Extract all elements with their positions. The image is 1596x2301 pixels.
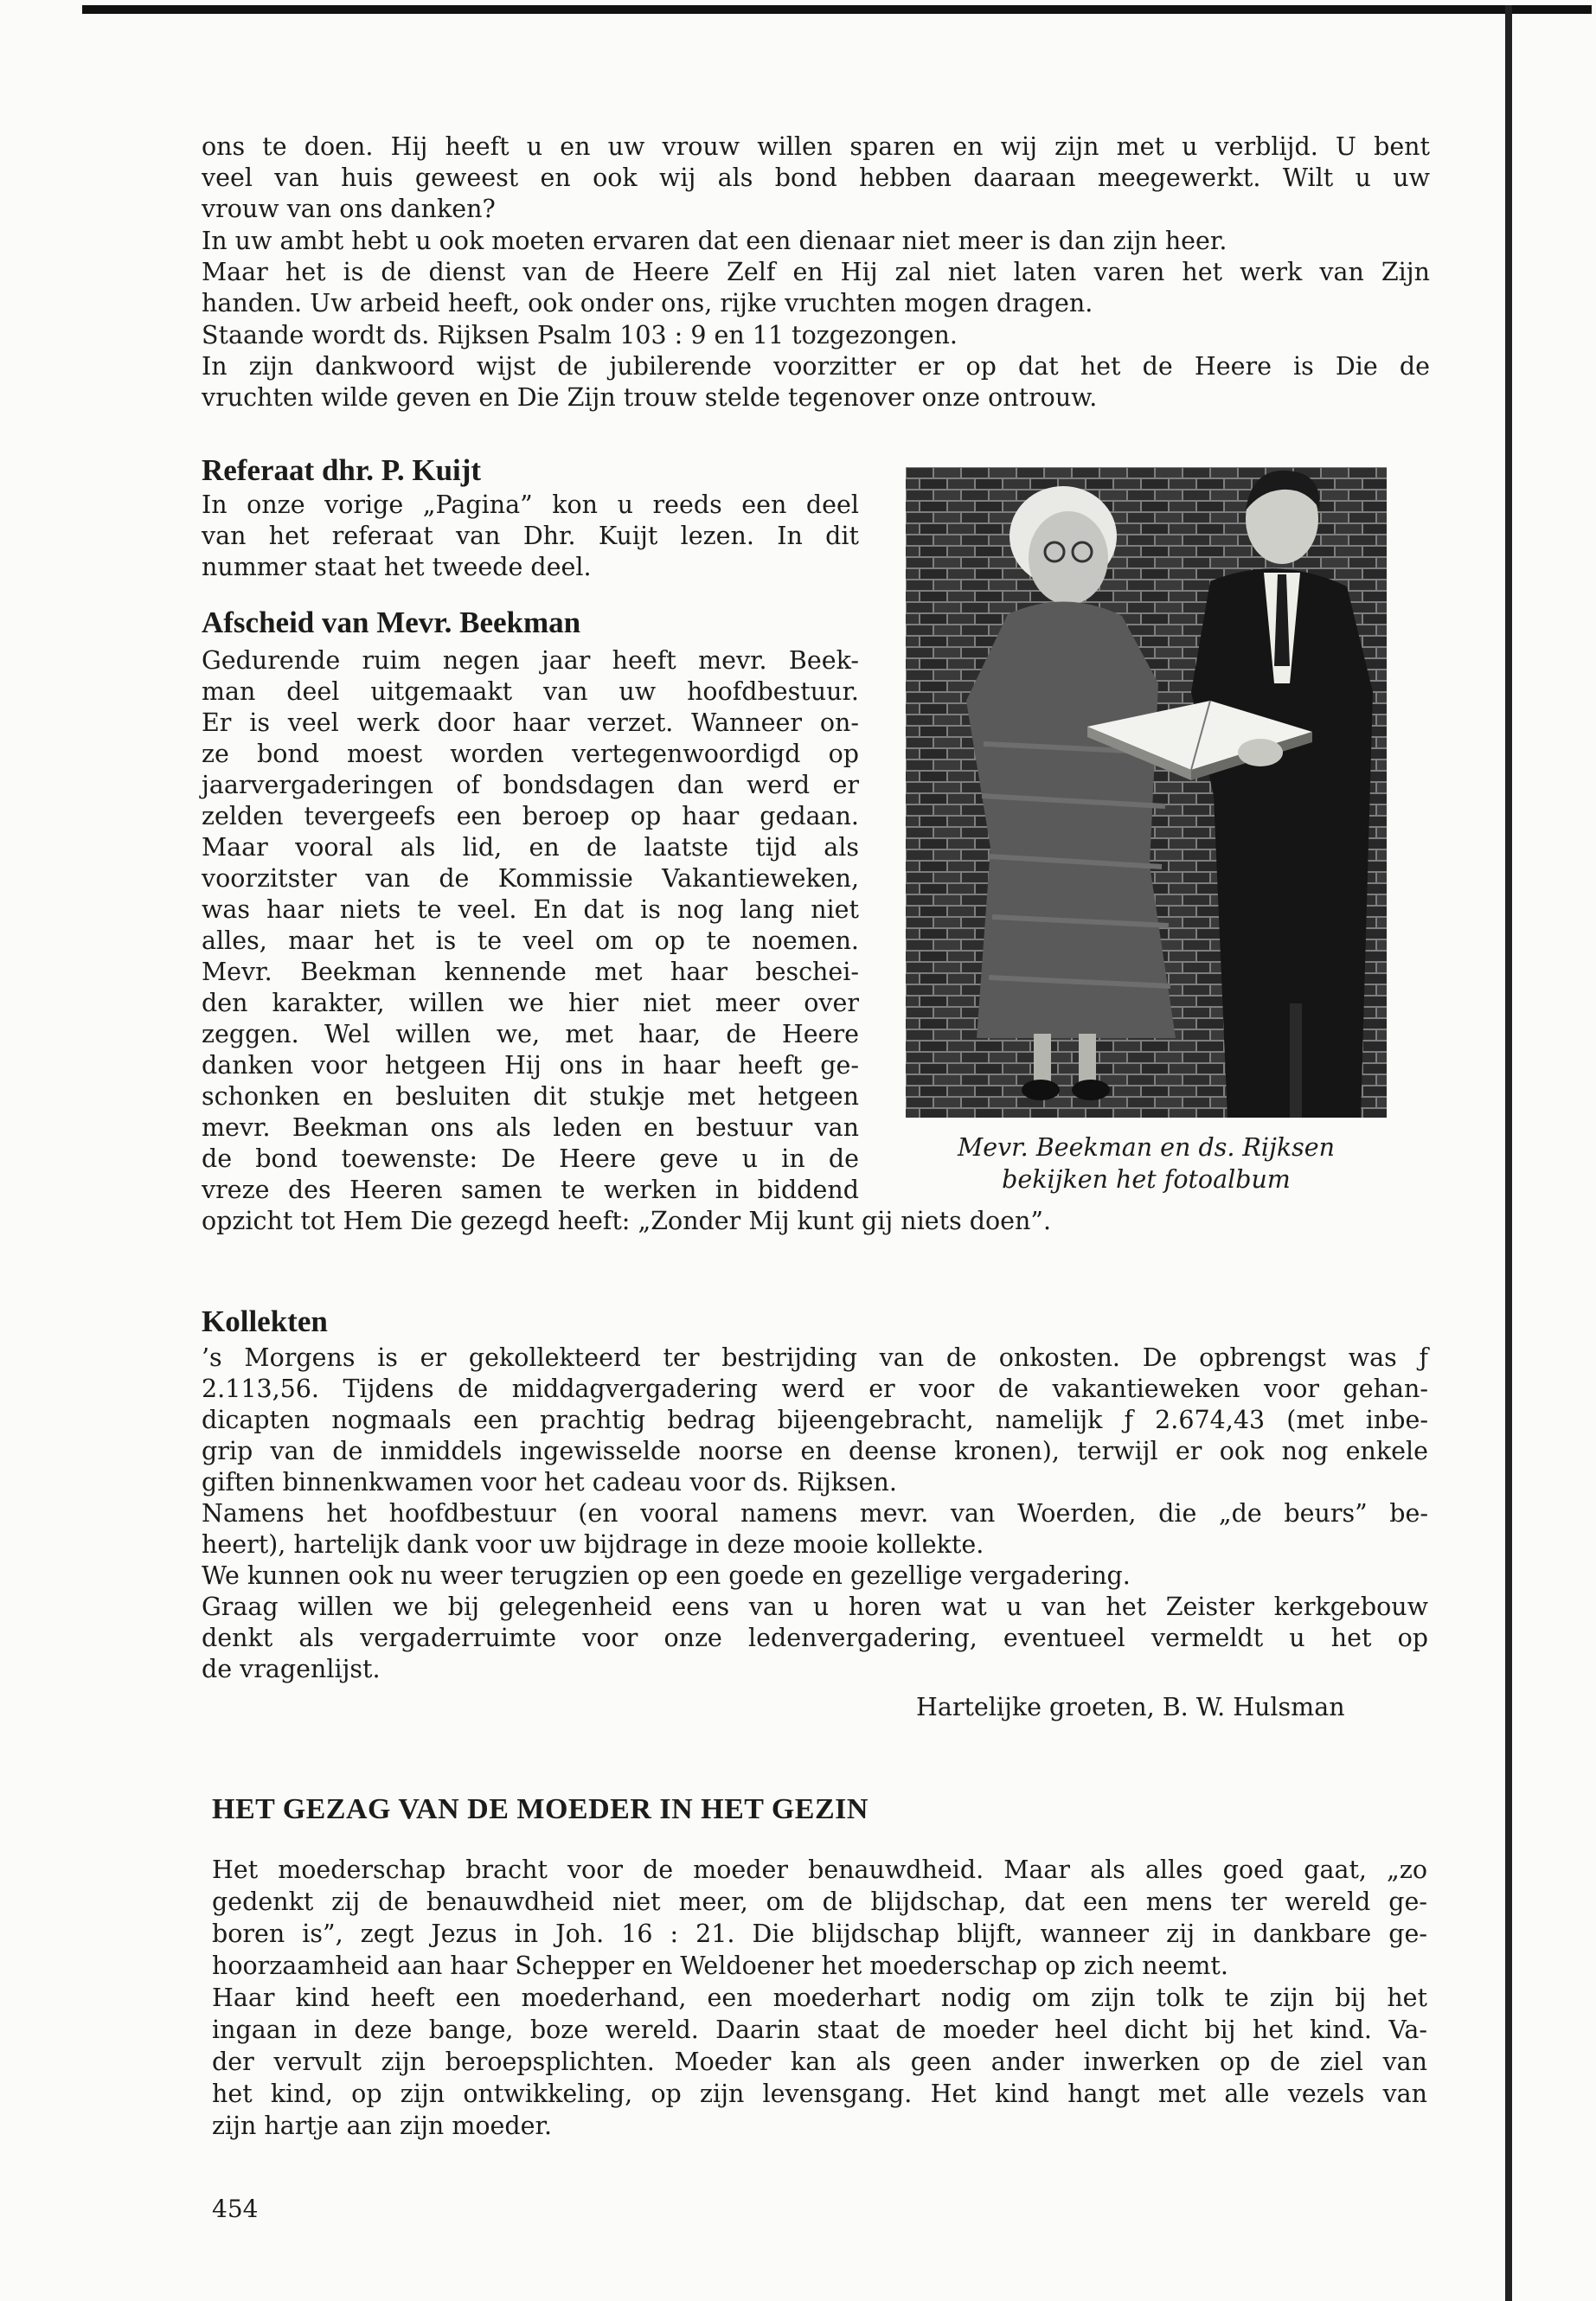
kollekten-line: grip van de inmiddels ingewisselde noorse en deense kronen), terwijl er ook nog enkele bbox=[202, 1437, 1428, 1465]
intro-line: Staande wordt ds. Rijksen Psalm 103 : 9 en 11 tozgezongen. bbox=[202, 321, 958, 349]
kollekten-line: Namens het hoofdbestuur (en vooral namens mevr. van Woerden, die „de beurs” be- bbox=[202, 1499, 1428, 1528]
kollekten-line: We kunnen ook nu weer terugzien op een goede en gezellige vergadering. bbox=[202, 1561, 1131, 1590]
intro-line: Maar het is de dienst van de Heere Zelf en Hij zal niet laten varen het werk van Zijn bbox=[202, 258, 1430, 286]
afscheid-line: mevr. Beekman ons als leden en bestuur van bbox=[202, 1113, 859, 1142]
referaat-line: In onze vorige „Pagina” kon u reeds een deel bbox=[202, 490, 859, 519]
gezag-line: Het moederschap bracht voor de moeder benauwdheid. Maar als alles goed gaat, „zo bbox=[212, 1856, 1427, 1884]
intro-line: ons te doen. Hij heeft u en uw vrouw willen sparen en wij zijn met u verblijd. U bent bbox=[202, 132, 1430, 161]
gezag-line: der vervult zijn beroepsplichten. Moeder kan als geen ander inwerken op de ziel van bbox=[212, 2048, 1427, 2076]
gezag-line: het kind, op zijn ontwikkeling, op zijn levensgang. Het kind hangt met alle vezels van bbox=[212, 2080, 1427, 2108]
intro-line: vrouw van ons danken? bbox=[202, 195, 496, 223]
page-number: 454 bbox=[212, 2195, 259, 2223]
gezag-line: boren is”, zegt Jezus in Joh. 16 : 21. Die blijdschap blijft, wanneer zij in dankbare ge- bbox=[212, 1920, 1427, 1948]
afscheid-line: jaarvergaderingen of bondsdagen dan werd er bbox=[202, 771, 859, 799]
kollekten-line: 2.113,56. Tijdens de middagvergadering werd er voor de vakantieweken voor gehan- bbox=[202, 1375, 1428, 1403]
kollekten-line: ’s Morgens is er gekollekteerd ter bestrijding van de onkosten. De opbrengst was ƒ bbox=[202, 1343, 1428, 1372]
afscheid-line: alles, maar het is te veel om op te noemen. bbox=[202, 926, 859, 955]
gezag-line: hoorzaamheid aan haar Schepper en Weldoener het moederschap op zich neemt. bbox=[212, 1952, 1228, 1980]
afscheid-line: Maar vooral als lid, en de laatste tijd als bbox=[202, 833, 859, 862]
woman-leg-right bbox=[1079, 1034, 1096, 1084]
woman-face bbox=[1029, 511, 1108, 605]
afscheid-line: voorzitster van de Kommissie Vakantieweken, bbox=[202, 864, 859, 893]
scan-border-right bbox=[1505, 5, 1512, 2301]
intro-line: handen. Uw arbeid heeft, ook onder ons, rijke vruchten mogen dragen. bbox=[202, 289, 1093, 317]
afscheid-line: Gedurende ruim negen jaar heeft mevr. Beek- bbox=[202, 646, 859, 675]
scan-border-top bbox=[82, 5, 1592, 14]
woman-leg-left bbox=[1034, 1034, 1051, 1084]
kollekten-line: Graag willen we bij gelegenheid eens van u horen wat u van het Zeister kerkgebouw bbox=[202, 1593, 1428, 1621]
afscheid-line: danken voor hetgeen Hij ons in haar heeft ge- bbox=[202, 1051, 859, 1080]
afscheid-line: opzicht tot Hem Die gezegd heeft: „Zonder Mij kunt gij niets doen”. bbox=[202, 1207, 1052, 1235]
afscheid-line: man deel uitgemaakt van uw hoofdbestuur. bbox=[202, 677, 859, 706]
afscheid-heading: Afscheid van Mevr. Beekman bbox=[202, 606, 581, 639]
kollekten-heading: Kollekten bbox=[202, 1304, 328, 1338]
afscheid-line: Er is veel werk door haar verzet. Wanneer on- bbox=[202, 708, 859, 737]
afscheid-line: vreze des Heeren samen te werken in biddend bbox=[202, 1176, 859, 1204]
kollekten-line: de vragenlijst. bbox=[202, 1655, 381, 1683]
referaat-heading: Referaat dhr. P. Kuijt bbox=[202, 453, 482, 487]
intro-line: In zijn dankwoord wijst de jubilerende voorzitter er op dat het de Heere is Die de bbox=[202, 352, 1430, 381]
kollekten-signature: Hartelijke groeten, B. W. Hulsman bbox=[916, 1693, 1345, 1721]
gezag-line: gedenkt zij de benauwdheid niet meer, om de blijdschap, dat een mens ter wereld ge- bbox=[212, 1888, 1427, 1916]
gezag-line: Haar kind heeft een moederhand, een moederhart nodig om zijn tolk te zijn bij het bbox=[212, 1984, 1427, 2012]
afscheid-line: ze bond moest worden vertegenwoordigd op bbox=[202, 740, 859, 768]
afscheid-line: was haar niets te veel. En dat is nog lang niet bbox=[202, 895, 859, 924]
photo-beekman-rijksen bbox=[906, 467, 1387, 1118]
gezag-line: zijn hartje aan zijn moeder. bbox=[212, 2112, 553, 2140]
photo-caption-line-1: Mevr. Beekman en ds. Rijksen bbox=[958, 1133, 1335, 1162]
referaat-line: nummer staat het tweede deel. bbox=[202, 553, 592, 581]
kollekten-line: heert), hartelijk dank voor uw bijdrage in deze mooie kollekte. bbox=[202, 1530, 984, 1559]
afscheid-line: Mevr. Beekman kennende met haar beschei- bbox=[202, 958, 859, 986]
kollekten-line: denkt als vergaderruimte voor onze ledenvergadering, eventueel vermeldt u het op bbox=[202, 1624, 1428, 1652]
afscheid-line: schonken en besluiten dit stukje met hetgeen bbox=[202, 1082, 859, 1111]
referaat-line: van het referaat van Dhr. Kuijt lezen. In dit bbox=[202, 522, 859, 550]
photo-caption-line-2: bekijken het fotoalbum bbox=[1002, 1165, 1291, 1194]
gezag-heading: HET GEZAG VAN DE MOEDER IN HET GEZIN bbox=[212, 1793, 869, 1825]
intro-line: vruchten wilde geven en Die Zijn trouw stelde tegenover onze ontrouw. bbox=[202, 383, 1098, 412]
intro-line: In uw ambt hebt u ook moeten ervaren dat een dienaar niet meer is dan zijn heer. bbox=[202, 227, 1227, 255]
kollekten-line: dicapten nogmaals een prachtig bedrag bijeengebracht, namelijk ƒ 2.674,43 (met inbe- bbox=[202, 1406, 1428, 1434]
intro-line: veel van huis geweest en ook wij als bond hebben daaraan meegewerkt. Wilt u uw bbox=[202, 163, 1430, 192]
gezag-line: ingaan in deze bange, boze wereld. Daarin staat de moeder heel dicht bij het kind. Va- bbox=[212, 2016, 1427, 2044]
afscheid-line: zeggen. Wel willen we, met haar, de Heere bbox=[202, 1020, 859, 1048]
woman-dress bbox=[966, 601, 1176, 1038]
afscheid-line: den karakter, willen we hier niet meer over bbox=[202, 989, 859, 1017]
afscheid-line: de bond toewenste: De Heere geve u in de bbox=[202, 1144, 859, 1173]
afscheid-line: zelden tevergeefs een beroep op haar gedaan. bbox=[202, 802, 859, 830]
kollekten-line: giften binnenkwamen voor het cadeau voor ds. Rijksen. bbox=[202, 1468, 897, 1497]
